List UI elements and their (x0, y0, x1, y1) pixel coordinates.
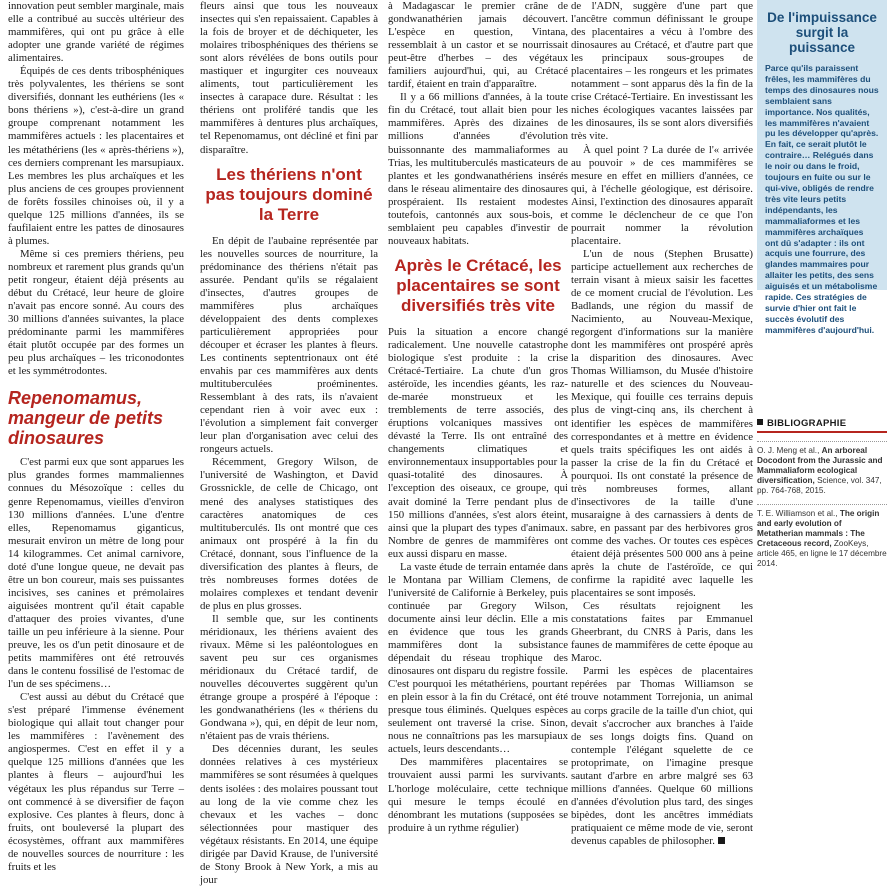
bib-authors: T. E. Williamson et al., (757, 509, 838, 518)
paragraph: à Madagascar le premier crâne de gondwanathérien jamais découvert. L'espèce en question, Vintana, ressemblait à un castor et se nourrissait peut-être d'herbes – des végétaux familiers aujourd'hui, qui, au Crétacé tardif, étaient en train d'apparaître. (388, 0, 568, 91)
text-column-3 (388, 0, 568, 834)
paragraph: Équipés de ces dents tribosphéniques très polyvalentes, les thériens se sont diversifiés, donnant les euthériens (les « bons thériens »), c'est-à-dire un grand groupe comprenant notamment les mammifères actuels : les placentaires et les métathériens (les « après-thériens »), ces derniers comprenant les marsupiaux. Les membres les plus archaïques et les plus anciens de ces groupes proviennent de forêts fossiles chinoises où, il y a quelque 125 millions d'années, ils se faufilaient entre les pattes de dinosaures à plumes. (8, 65, 184, 247)
paragraph: de l'ADN, suggère d'une part que l'ancêtre commun définissant le groupe des placentaires a vécu à l'ombre des dinosaures au Crétacé, et d'autre part que les principaux sous-groupes de placentaires – les rongeurs et les primates notamment – sont apparus dès la fin de la crise Crétacé-Tertiaire. En investissant les niches écologiques vacantes laissées par les dinosaures, ils se sont alors diversifiés très vite. (571, 0, 753, 143)
bib-title: An arboreal Docodont from the Jurassic and Mammaliaform ecological diversification, (757, 446, 883, 485)
sidebar-title: De l'impuissance surgit la puissance (767, 10, 877, 55)
paragraph: Même si ces premiers thériens, peu nombreux et rarement plus grands qu'un petit rongeur, étaient déjà présents au début du Crétacé, leur heure de gloire n'avait pas encore sonné. Au cours des 30 millions d'années suivantes, la place prédominante parmi les mammifères était plutôt occupée par des formes un peu plus archaïques – les triconodontes et les symmétrodontes. (8, 247, 184, 378)
bibliography (757, 418, 887, 577)
sidebar-text: Parce qu'ils paraissent frêles, les mammifères du temps des dinosaures nous semblaient sans importance. Nos qualités, les mammifères n'avaient pu les développer qu'après. En fait, ce serait plutôt le contraire… Relégués dans le noir ou dans le froid, toujours en fuite ou sur le qui-vive, obligés de rendre très vite leurs petits indépendants, les mammaliaformes et les mammifères archaïques ont dû s'adapter : ils ont acquis une fourrure, des glandes mammaires pour allaiter les petits, des sens aiguisés et un métabolisme rapide. Ces stratégies de survie d'hier ont fait le succès évolutif des mammifères d'aujourd'hui. (765, 63, 879, 335)
bibliography-entry (757, 504, 887, 569)
paragraph: C'est parmi eux que sont apparues les plus grandes formes mammaliennes connues du Mésozoïque : celles du genre Repenomamus, vieilles d'environ 130 millions d'années. L'une d'entre elles, Repenomamus giganticus, mesurait environ un mètre de long pour 14 kilogrammes. Cet animal carnivore, doté d'une longue queue, ne devait pas être un bon coureur, mais ses puissantes incisives, ses canines et prémolaires aiguisées montrent qu'il était capable d'attaquer des proies vivantes, d'une taille un peu inférieure à la sienne. Pour preuve, les os d'un petit dinosaure et de petits mammifères ont été retrouvés dans le contenu fossilisé de l'estomac de l'un de ses spécimens… (8, 456, 184, 691)
paragraph: C'est aussi au début du Crétacé que s'est préparé l'immense événement biologique qui allait tout changer pour les mammifères : l'avènement des angiospermes. C'est en effet il y a quelque 125 millions d'années que les plantes à fleurs – aujourd'hui les végétaux les plus répandus sur Terre – ont commencé à se diversifier de façon explosive. Ces plantes à fleurs, donc à fruits, ont bouleversé la plupart des écosystèmes, offrant aux mammifères de nouvelles sources de nourriture : les fruits et les (8, 691, 184, 873)
paragraph: L'un de nous (Stephen Brusatte) participe actuellement aux recherches de terrain visant à mieux saisir les facettes de ce moment crucial de l'évolution. Les Badlands, une région du massif de Nacimiento, au Nouveau-Mexique, regorgent d'informations sur la manière dont les mammifères ont prospéré après la disparition des dinosaures. Avec Thomas Williamson, du Musée d'histoire naturelle et des sciences du Nouveau-Mexique, qui fouille ces terrains depuis plus de vingt-cinq ans, ils cherchent à identifier les espèces de mammifères correspondantes et à mettre en évidence quels traits spécifiques les ont aidés à passer la crise de la fin du Crétacé et pourquoi. Ils ont constaté la présence de très nombreuses formes, allant d'insectivores de la taille d'une musaraigne à des carnassiers à dents de sabre, en passant par des herbivores gros comme des vaches. Or toutes ces espèces étaient déjà présentes 500 000 ans à peine après la chute de l'astéroïde, ce qui confirme la rapidité avec laquelle les placentaires se sont imposés. (571, 247, 753, 600)
bib-authors: O. J. Meng et al., (757, 446, 820, 455)
paragraph: innovation peut sembler marginale, mais elle a contribué au succès ultérieur des mammifères, qui ont pu grâce à elle adopter une grande variété de régimes alimentaires. (8, 0, 184, 65)
paragraph-final (571, 665, 753, 848)
section-heading-repenomamus: Repenomamus, mangeur de petits dinosaures (8, 388, 164, 449)
paragraph: Des mammifères placentaires se trouvaient aussi parmi les survivants. L'horloge moléculaire, cette technique qui mesure le temps écoulé en dénombrant les mutations (supposées se produire à un rythme régulier) (388, 756, 568, 834)
bib-source: ZooKeys, article 465, en ligne le 17 décembre 2014. (757, 539, 887, 568)
text-column-2 (200, 0, 378, 886)
square-bullet-icon (757, 419, 763, 425)
paragraph: Il y a 66 millions d'années, à la toute fin du Crétacé, tout allait bien pour les mammifères. Après des dizaines de millions d'années d'évolution buissonnante des mammaliaformes au Trias, les multituberculés masticateurs de plantes et les gondwanathériens insérés dans le réseau alimentaire des dinosaures prospéraient. Ils restaient modestes toutefois, cantonnés aux sous-bois, et semblaient peu capables d'investir de nouveaux habitats. (388, 91, 568, 247)
bibliography-title-text: BIBLIOGRAPHIE (767, 418, 847, 429)
paragraph: En dépit de l'aubaine représentée par les nouvelles sources de nourriture, la prédominance des thériens n'était pas assurée. Pendant qu'ils se régalaient d'insectes, d'autres groupes de mammifères plus archaïques développaient des dents complexes particulièrement appropriées pour découper et écraser les plantes à fleurs. Les continents septentrionaux ont été envahis par ces mammifères aux dents multituberculées proéminentes. Ressemblant à des rats, ils n'avaient cependant rien à voir avec eux : l'évolution a simplement fait converger leur plan d'organisation avec celui des rongeurs actuels. (200, 234, 378, 456)
paragraph: fleurs ainsi que tous les nouveaux insectes qui s'en repaissaient. Capables à la fois de broyer et de déchiqueter, les molaires tribosphéniques des thériens se sont alors révélées de bons outils pour mastiquer et ingurgiter ces nouveaux aliments, tout particulièrement les insectes à carapace dure. Résultat : les thériens ont proliféré tandis que les mammifères à dentures plus archaïques, tel Repenomamus, ont décliné et fini par disparaître. (200, 0, 378, 156)
paragraph: La vaste étude de terrain entamée dans le Montana par William Clemens, de l'université de Californie à Berkeley, puis continuée par Gregory Wilson, documente ainsi leur déclin. Elle a mis en évidence que tous les grands mammifères dont la subsistance dépendait du réseau trophique des dinosaures ont disparu du registre fossile. C'est pourquoi les métathériens, pourtant en plein essor à la fin du Crétacé, ont été presque tous éliminés. Quelques espèces seulement ont traversé la crise. Sinon, nous ne connaîtrions pas les marsupiaux actuels, leurs descendants… (388, 560, 568, 756)
text-column-4 (571, 0, 753, 847)
paragraph: À quel point ? La durée de l'« arrivée au pouvoir » de ces mammifères se mesure en effet en milliers d'années, ce qui, à l'échelle géologique, est dérisoire. Ainsi, l'extinction des dinosaures apparaît comme le déclencheur de ce que l'on pourrait nommer la révolution placentaire. (571, 143, 753, 247)
section-heading-placentaires: Après le Crétacé, les placentaires se sont diversifiés très vite (394, 255, 562, 315)
bib-source: Science, vol. 347, pp. 764-768, 2015. (757, 476, 882, 495)
paragraph: Il semble que, sur les continents méridionaux, les thériens avaient des rivaux. Même si les paléontologues en savent peu sur ces organismes méridionaux du Crétacé tardif, de nouvelles découvertes suggèrent qu'un étrange groupe a prospéré à l'époque : les gondwanathériens (les « thériens du Gondwana »), qui, en dépit de leur nom, n'étaient pas de vrais thériens. (200, 612, 378, 743)
paragraph: Des décennies durant, les seules données relatives à ces mystérieux mammifères se sont résumées à quelques dents isolées : des molaires poussant tout au long de la vie comme chez les chevaux et les vaches – donc sélectionnées pour mastiquer des végétaux résistants. En 2014, une équipe dirigée par David Krause, de l'université de Stony Brook à New York, a mis au jour (200, 743, 378, 886)
bibliography-entry (757, 441, 887, 496)
bibliography-title (757, 418, 887, 433)
end-of-article-mark (718, 837, 725, 844)
paragraph: Ces résultats rejoignent les constatations faites par Emmanuel Gheerbrant, du CNRS à Paris, dans les faunes de mammifères de cette époque au Maroc. (571, 600, 753, 665)
section-heading-theriens: Les thériens n'ont pas toujours dominé la Terre (205, 164, 373, 224)
sidebar-box (757, 0, 887, 335)
paragraph: Récemment, Gregory Wilson, de l'université de Washington, et David Grossnickle, de celle de Chicago, ont mené des analyses statistiques des caractères anatomiques de ces multituberculés. Ils ont montré que ces animaux ont prospéré à la fin du Crétacé, donnant, sous l'influence de la diversification des plantes à fleurs, de très nombreuses formes dotées de molaires complexes et tendant devenir de plus en plus grosses. (200, 456, 378, 612)
paragraph-final-text: Parmi les espèces de placentaires repérées par Thomas Williamson se trouve notamment Torrejonia, un animal au corps gracile de la taille d'un chiot, qui devait s'accrocher aux branches à l'aide de ses longs doigts fins. Quand on contemple l'élégant squelette de ce protoprimate, on l'imagine presque sautant d'arbre en arbre malgré ses 63 millions d'années. Quelque 60 millions d'années d'évolution plus tard, des singes bipèdes, dont les ancêtres immédiats pratiquaient ce même mode de vie, seront devenus capables de philosopher. (571, 665, 753, 847)
sidebar (757, 0, 890, 750)
text-column-1 (8, 0, 184, 873)
bib-title: The origin and early evolution of Metatherian mammals : The Cretaceous record, (757, 509, 880, 548)
paragraph: Puis la situation a encore changé radicalement. Une nouvelle catastrophe biologique s'est produite : la crise Crétacé-Tertiaire. La chute d'un gros astéroïde, les incendies géants, les raz-de-marée monstrueux et les tremblements de terre associés, des éruptions volcaniques massives ont dévasté la Terre. Ils ont entraîné des changements climatiques et environnementaux insupportables pour la quasi-totalité des dinosaures. À l'exception des oiseaux, ce groupe, qui avait dominé la Terre pendant plus de 150 millions d'années, s'est alors éteint, ainsi que la plupart des types d'animaux. Nombre de genres de mammifères ont eux aussi disparu en masse. (388, 325, 568, 560)
